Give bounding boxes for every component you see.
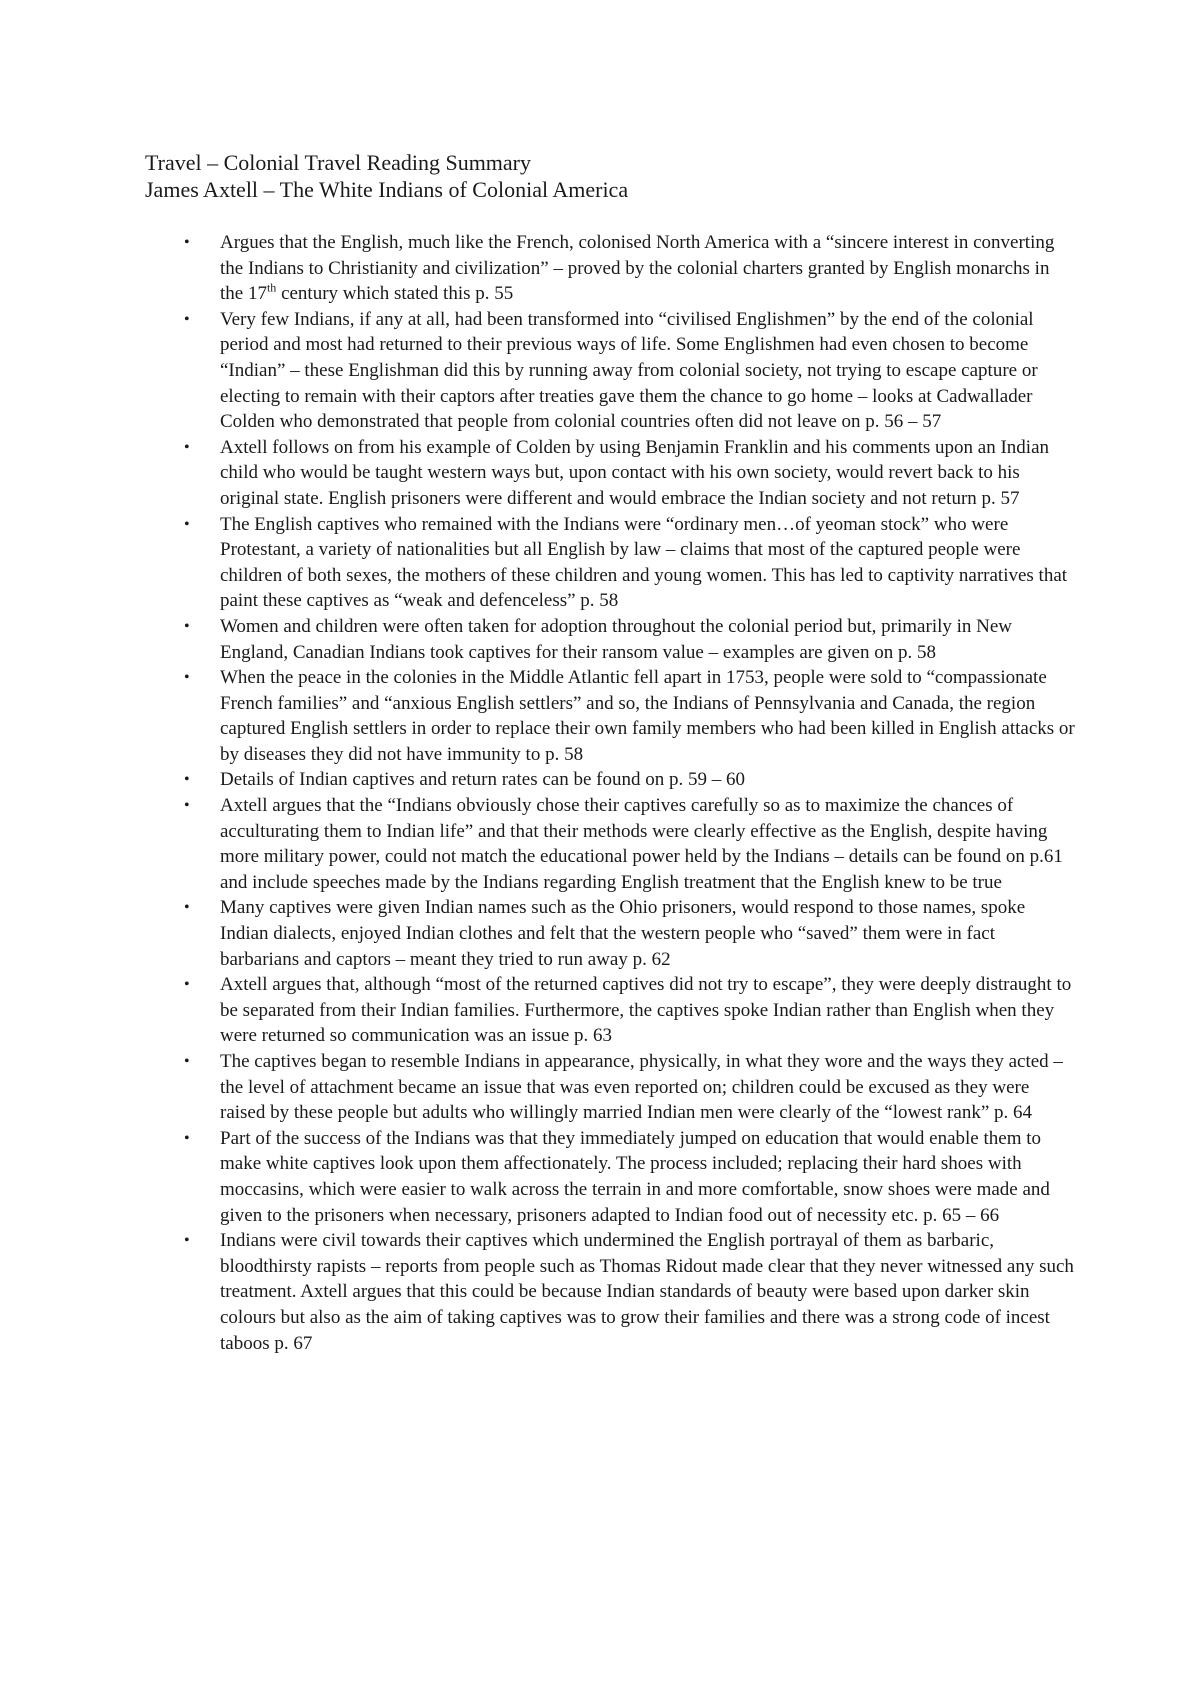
bullet-text: Axtell argues that, although “most of the returned captives did not try to escape”, they were deeply distraught to be separated from their Indian families. Furthermore, the captives spoke Indian rather than English when they were returned so communication was an issue p. 63 (220, 974, 1072, 1047)
list-item (145, 1228, 1075, 1356)
list-item (145, 1049, 1075, 1126)
bullet-text: The English captives who remained with the Indians were “ordinary men…of yeoman stock” who were Protestant, a variety of nationalities but all English by law – claims that most of the captured people were children of both sexes, the mothers of these children and young women. This has led to captivity narratives that paint these captives as “weak and defenceless” p. 58 (220, 513, 1068, 612)
bullet-text: Many captives were given Indian names such as the Ohio prisoners, would respond to those names, spoke Indian dialects, enjoyed Indian clothes and felt that the western people who “saved” them were in fact barbarians and captors – meant they tried to run away p. 62 (220, 897, 1026, 970)
bullet-text: Women and children were often taken for adoption throughout the colonial period but, primarily in New England, Canadian Indians took captives for their ransom value – examples are given on p. 58 (220, 615, 1013, 663)
bullet-text: Very few Indians, if any at all, had been transformed into “civilised Englishmen” by the end of the colonial period and most had returned to their previous ways of life. Some Englishmen had even chosen to become “Indian” – these Englishman did this by running away from colonial society, not trying to escape capture or electing to remain with their captors after treaties gave them the chance to go home – looks at Cadwallader Colden who demonstrated that people from colonial countries often did not leave on p. 56 – 57 (220, 308, 1038, 433)
list-item (145, 972, 1075, 1049)
bullet-text-part: Argues that the English, much like the French, colonised North America with a “sincere interest in converting the Indians to Christianity and civilization” – proved by the colonial charters granted by English monarchs in the 17 (220, 232, 1055, 305)
bullet-text (220, 232, 1054, 304)
list-item (145, 307, 1075, 435)
bullet-list (145, 230, 1075, 1356)
bullet-icon: • (184, 310, 190, 328)
bullet-text: When the peace in the colonies in the Middle Atlantic fell apart in 1753, people were sold to “compassionate French families” and “anxious English settlers” and so, the Indians of Pennsylvania and Canada, the region captured English settlers in order to replace their own family members who had been killed in English attacks or by diseases they did not have immunity to p. 58 (220, 667, 1075, 765)
bullet-icon: • (184, 1232, 190, 1250)
bullet-text: Indians were civil towards their captives which undermined the English portrayal of them as barbaric, bloodthirsty rapists – reports from people such as Thomas Ridout made clear that they never witnessed any such treatment. Axtell argues that this could be because Indian standards of beauty were based upon darker skin colours but also as the aim of taking captives was to grow their families and there was a strong code of incest taboos p. 67 (220, 1230, 1074, 1354)
bullet-icon: • (184, 899, 190, 917)
list-item (145, 614, 1075, 665)
bullet-icon: • (184, 669, 190, 687)
bullet-icon: • (184, 234, 190, 251)
document-subtitle: James Axtell – The White Indians of Colonial America (145, 177, 629, 202)
list-item (145, 512, 1075, 614)
list-item (145, 435, 1075, 512)
bullet-icon: • (184, 438, 190, 456)
bullet-text: Details of Indian captives and return rates can be found on p. 59 – 60 (220, 769, 745, 791)
list-item (145, 665, 1075, 767)
bullet-icon: • (184, 771, 190, 789)
bullet-text: Axtell argues that the “Indians obviously chose their captives carefully so as to maximize the chances of acculturating them to Indian life” and that their methods were clearly effective as the English, despite having more military power, could not match the educational power held by the Indians – details can be found on p.61 and include speeches made by the Indians regarding English treatment that the English knew to be true (220, 795, 1063, 893)
list-item (145, 793, 1075, 895)
bullet-text-part: century which stated this p. 55 (276, 283, 514, 305)
bullet-icon: • (184, 1129, 190, 1147)
superscript: th (266, 280, 277, 295)
bullet-icon: • (184, 515, 190, 533)
bullet-icon: • (184, 797, 190, 815)
bullet-icon: • (184, 1053, 190, 1070)
list-item (145, 895, 1075, 972)
bullet-text: Part of the success of the Indians was that they immediately jumped on education that would enable them to make white captives look upon them affectionately. The process included; replacing their hard shoes with moccasins, which were easier to walk across the terrain in and more comfortable, snow shoes were made and given to the prisoners when necessary, prisoners adapted to Indian food out of necessity etc. p. 65 – 66 (220, 1127, 1050, 1226)
bullet-icon: • (184, 976, 190, 994)
list-item (145, 1126, 1075, 1228)
list-item (145, 230, 1075, 307)
list-item (145, 767, 1075, 793)
bullet-icon: • (184, 617, 190, 635)
bullet-text: The captives began to resemble Indians in appearance, physically, in what they wore and the ways they acted – the level of attachment became an issue that was even reported on; children could be excused as they were raised by these people but adults who willingly married Indian men were clearly of the “lowest rank” p. 64 (220, 1051, 1063, 1124)
document-title: Travel – Colonial Travel Reading Summary (145, 150, 532, 175)
bullet-text: Axtell follows on from his example of Colden by using Benjamin Franklin and his comments upon an Indian child who would be taught western ways but, upon contact with his own society, would revert back to his original state. English prisoners were different and would embrace the Indian society and not return p. 57 (220, 436, 1050, 509)
